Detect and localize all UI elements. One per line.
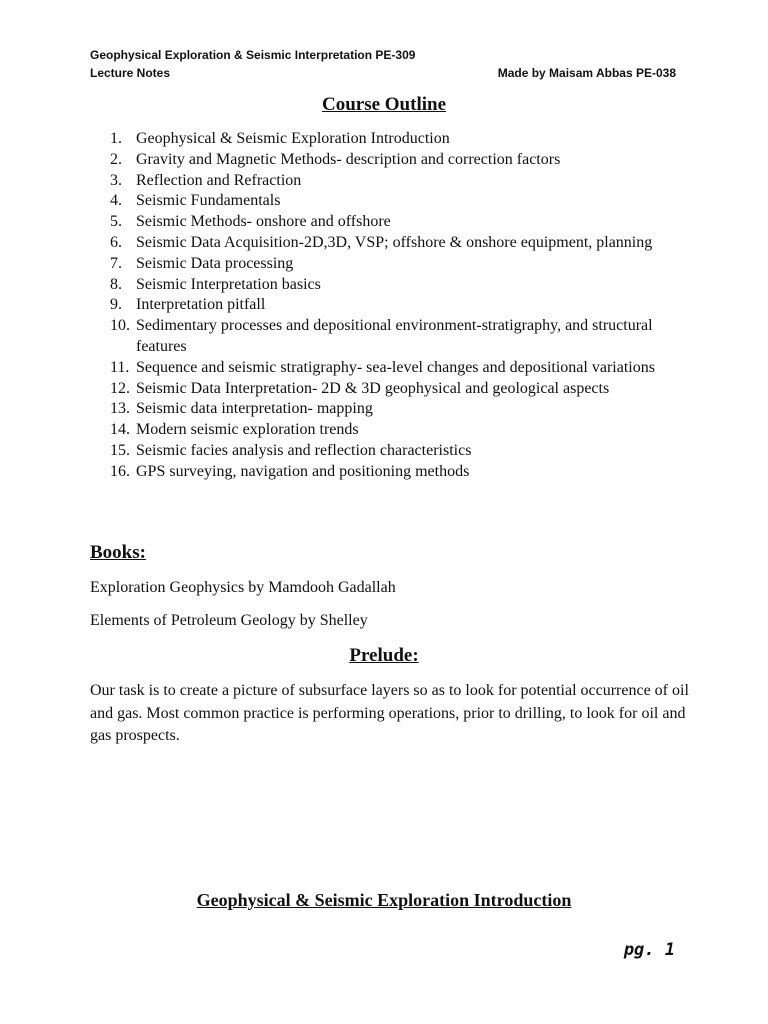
outline-item-number: 3. — [110, 171, 122, 189]
outline-item — [90, 379, 690, 400]
prelude-heading: Prelude: — [349, 645, 419, 666]
outline-item-text: Seismic Fundamentals — [136, 192, 281, 210]
outline-item — [90, 150, 690, 171]
outline-item-text: Seismic Methods- onshore and offshore — [136, 213, 391, 231]
section-heading: Geophysical & Seismic Exploration Introduction — [196, 890, 572, 910]
outline-item — [90, 358, 690, 379]
outline-item-number: 10. — [110, 317, 130, 335]
outline-item-text: Geophysical & Seismic Exploration Introduction — [136, 130, 450, 147]
outline-item — [90, 254, 690, 275]
course-outline-list — [90, 129, 690, 483]
outline-item-number: 9. — [110, 296, 122, 314]
outline-item-text: Gravity and Magnetic Methods- description and correction factors — [136, 150, 561, 168]
outline-item — [90, 399, 690, 420]
book-entry: Elements of Petroleum Geology by Shelley — [90, 612, 368, 629]
outline-item-number: 4. — [110, 192, 122, 210]
page-number: pg. 1 — [623, 940, 675, 960]
book-entry: Exploration Geophysics by Mamdooh Gadallah — [90, 579, 396, 596]
outline-item-number: 15. — [110, 441, 130, 459]
outline-item — [90, 212, 690, 233]
header-author: Made by Maisam Abbas PE-038 — [497, 66, 676, 80]
outline-item-number: 11. — [110, 358, 130, 376]
outline-item-text: Seismic data interpretation- mapping — [136, 400, 373, 418]
outline-item-number: 6. — [110, 233, 122, 251]
outline-item — [90, 420, 690, 441]
outline-item — [90, 316, 690, 358]
outline-item-number: 8. — [110, 275, 122, 293]
books-heading: Books: — [90, 542, 146, 563]
outline-item-number: 2. — [110, 150, 122, 168]
outline-item-text: Seismic Data Acquisition-2D,3D, VSP; offshore & onshore equipment, planning — [136, 233, 653, 251]
prelude-paragraph: Our task is to create a picture of subsurface layers so as to look for potential occurrence of oil and gas. Most common practice is performing operations, prior to drilling, to look for oil and gas prospects. — [90, 682, 689, 744]
outline-item-text: Reflection and Refraction — [136, 171, 302, 189]
outline-item-number: 12. — [110, 379, 130, 397]
outline-item-text: GPS surveying, navigation and positioning methods — [136, 462, 470, 480]
outline-item — [90, 171, 690, 192]
outline-item-text: Sequence and seismic stratigraphy- sea-level changes and depositional variations — [136, 358, 655, 376]
outline-item — [90, 462, 690, 483]
outline-item-text: Interpretation pitfall — [136, 296, 266, 314]
outline-item-number: 16. — [110, 462, 130, 480]
outline-item — [90, 191, 690, 212]
course-outline-title: Course Outline — [321, 94, 447, 115]
outline-item — [90, 275, 690, 296]
outline-item-text: Modern seismic exploration trends — [136, 421, 359, 439]
outline-item-text: Seismic Interpretation basics — [136, 275, 321, 293]
header-subtitle: Lecture Notes — [90, 66, 171, 80]
outline-item-text: Seismic Data processing — [136, 254, 294, 272]
outline-item-text: Sedimentary processes and depositional environment-stratigraphy, and structural features — [136, 317, 653, 355]
outline-item-text: Seismic Data Interpretation- 2D & 3D geophysical and geological aspects — [136, 379, 610, 397]
outline-item-number: 14. — [110, 421, 130, 439]
outline-item — [90, 233, 690, 254]
header-course-title: Geophysical Exploration & Seismic Interpretation PE-309 — [90, 48, 416, 62]
outline-item-number: 1. — [110, 130, 122, 147]
outline-item-number: 7. — [110, 254, 122, 272]
outline-item-number: 5. — [110, 213, 122, 231]
outline-item-number: 13. — [110, 400, 130, 418]
outline-item — [90, 295, 690, 316]
outline-item — [90, 129, 690, 150]
outline-item — [90, 441, 690, 462]
outline-item-text: Seismic facies analysis and reflection characteristics — [136, 441, 472, 459]
